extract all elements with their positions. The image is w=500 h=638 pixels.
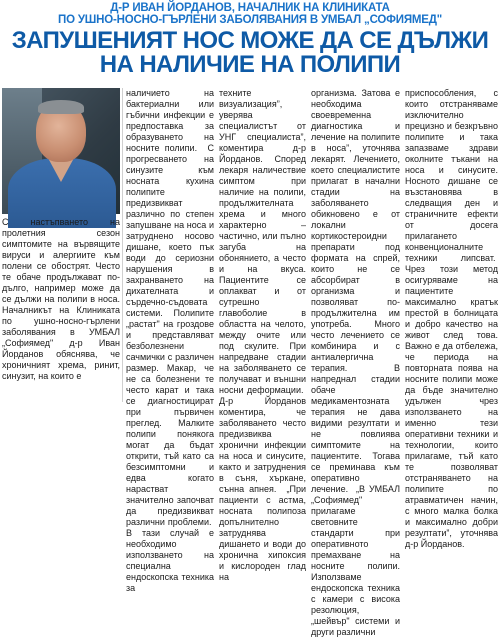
headline-line-1: ЗАПУШЕНИЯТ НОС МОЖЕ ДА СЕ ДЪЛЖИ: [11, 27, 489, 54]
column-divider: [122, 88, 123, 402]
article-kicker: [0, 2, 500, 26]
article-column-1: наличието на бактериални или гъбични инфекции е предпоставка за образуването на носните полипи. С прогресването на синузите към носната кухина полипите предизвикват различно по степен запушване на носа и затруднено носово дишане, което пък води до сериозни нарушения в захранването на дихателната и сърдечно-съдовата системи. Полипите „растат" на гроздове и представляват безболезнени сачмички с различен размер. Макар, че не са болезнени те често карат и така се диагностицират при първичен преглед. Малките полипи понякога могат да бъдат открити, тъй като са безсимптомни и едва когато нарастват значително започват да предизвикват различни проблеми. В тази случай е необходимо използването на специална ендоскопска техника за: [126, 88, 214, 593]
kicker-line-1: Д-Р ИВАН ЙОРДАНОВ, НАЧАЛНИК НА КЛИНИКАТА: [110, 2, 390, 14]
headline-line-2: НА НАЛИЧИЕ НА ПОЛИПИ: [99, 51, 401, 78]
article-headline: [0, 29, 500, 77]
article-column-4: приспособления, с които отстраняваме изключително прецизно и безкръвно полипите и така запазваме здрави околните тъкани на носа и синусите. Носното дишане се възстановява в следващия ден и страничните ефекти от досега прилагането конвенционалните техники липсват. Чрез този метод осигуряваме на пациентите максимално кратък престой в болницата и добро качество на живот след това. Важно е да отбележа, че периода на повторната поява на носните полипи може да бъде значително удължен чрез използването на именно тези оперативни техники и технологии, които прилагаме, тъй като те позволяват отстраняването на полипите по атравматичен начин, с много малка болка и максимално добри резултати”, уточнява д-р Йорданов.: [405, 88, 498, 549]
kicker-line-2: ПО УШНО-НОСНО-ГЪРЛЕНИ ЗАБОЛЯВАНИЯ В УМБАЛ „СОФИЯМЕД": [58, 14, 442, 26]
article-column-3: организма. Затова е необходима своевременна диагностика и лечение на полипите в носа”, уточнява лекарят. Лечението, което специалистите прилагат в начални стадии на заболяването обикновено е от локални кортикостероидни препарати под формата на спрей, които не се абсорбират в организма и позволяват по-продължителна им употреба. Много често лечението се комбинира и с антиалергична терапия. В напреднал стадии обаче медикаментозната терапия не дава видими резултати и не повлиява симптомите на пациентите. Тогава се преминава към оперативно лечение. „В УМБАЛ „Софиямед" прилагаме световните стандарти при оперативното премахване на носните полипи. Използваме ендоскопска техника с камери с висока резолюция, „шейвър" системи и други различни: [311, 88, 400, 637]
doctor-portrait-photo: [2, 88, 120, 214]
photo-caption-text: С настъпването на пролетния сезон симптомите на вървящите вируси и алергиите към полени се обострят. Често те обаче продължават по-дълго, например може да се дължи на полипи в носа. Началникът на Клиниката по ушно-носно-гърлени заболявания в УМБАЛ „Софиямед" д-р Иван Йорданов обяснява, че хроничният хрема, ринит, синузит, на които е: [2, 217, 120, 381]
article-column-2: техните визуализация”, уверява специалистът от УНГ специалиста”, коментира д-р Йорданов. Според лекаря наличествие симптом при наличие на полипи, продължителната хрема и много характерно – частично, или пълно загуба на обонянието, а често и на вкуса. Пациентите се оплакват и от сутрешно главоболие в областта на челото, между очите или под скулите. При напредване стадии на заболяването се получават и външни носни деформации. Д-р Йорданов коментира, че заболяването често предизвиква хронични инфекции на носа и синусите, както и затруднения в съня, хъркане, сънна апнея. „При пациенти с астма, носната полипоза допълнително затруднява дишането и води до хронична хипоксия и кислороден глад на: [219, 88, 306, 582]
